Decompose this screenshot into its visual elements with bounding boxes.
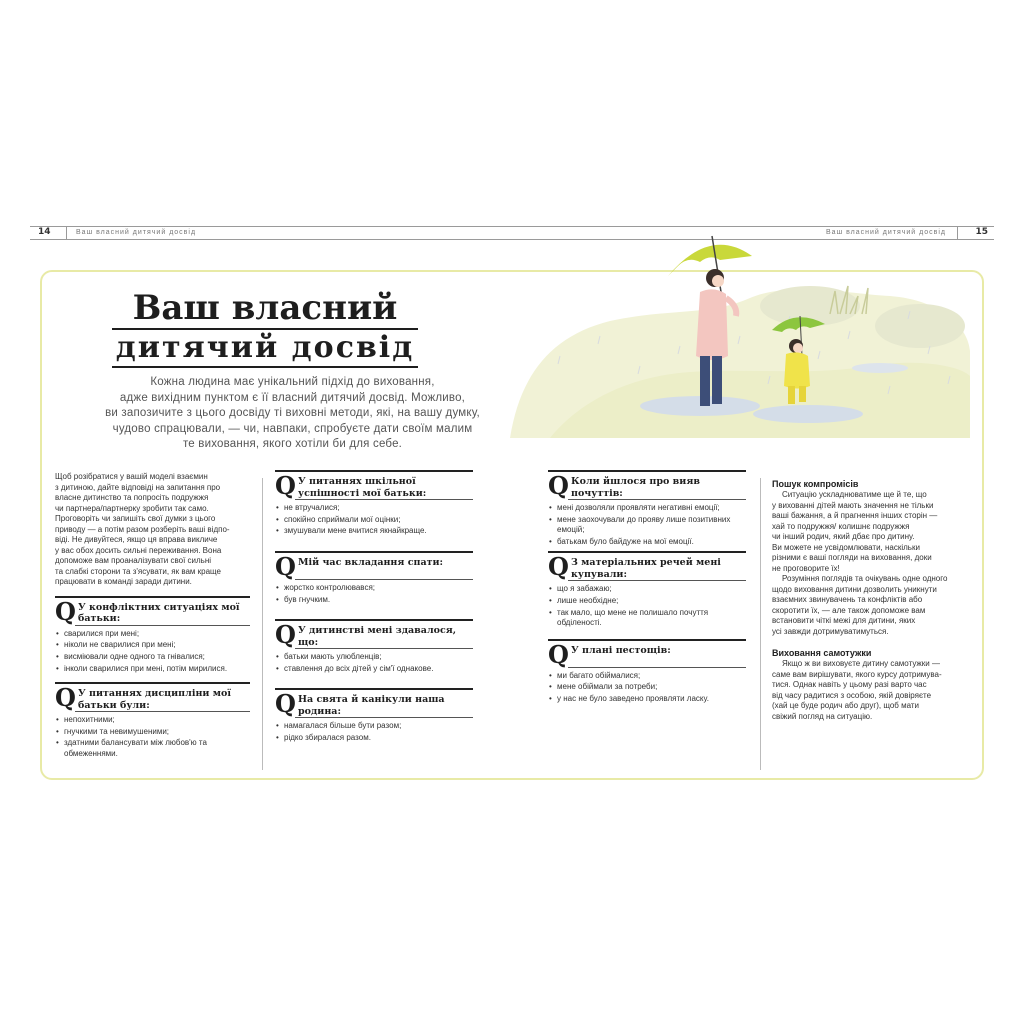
question-title: На свята й канікули наша родина: — [298, 694, 445, 717]
question-title: З матеріальних речей мені купували: — [571, 557, 721, 580]
question-rule — [568, 667, 746, 668]
question-header — [548, 639, 746, 667]
column-separator — [262, 478, 263, 770]
question-header — [275, 619, 473, 648]
mother-face — [712, 275, 724, 287]
list-item: • змушували мене вчитися якнайкраще. — [275, 526, 473, 537]
answer-list — [55, 715, 250, 759]
question-header — [55, 596, 250, 625]
question-rule — [295, 648, 473, 649]
question-title: У плані пестощів: — [571, 644, 671, 656]
question-block — [55, 682, 250, 759]
question-rule — [75, 625, 250, 626]
list-item: • лише необхідне; — [548, 596, 746, 607]
para-line: Розуміння поглядів та очікувань одне одного — [782, 574, 948, 583]
para-line: Проговоріть чи запишіть свої думки з цього — [55, 514, 216, 523]
mother-coat — [696, 289, 728, 360]
para-line: різними є ваші погляди на виховання, доки — [772, 553, 932, 562]
list-item: • інколи сварилися при мені, потім мирилися. — [55, 664, 250, 675]
q-mark: Q — [548, 471, 569, 500]
question-rule — [295, 499, 473, 500]
page-number-right: 15 — [975, 227, 988, 237]
question-rule — [568, 499, 746, 500]
list-item: • у нас не було заведено проявляти ласку. — [548, 694, 746, 705]
answer-list — [275, 652, 473, 674]
para-line: приводу — а потім разом розберіть ваші відпо- — [55, 524, 230, 534]
page-title — [100, 288, 430, 368]
question-header — [275, 470, 473, 499]
list-item: • здатними балансувати між любов'ю та обмеженнями. — [55, 738, 250, 759]
list-item: • намагалася більше бути разом; — [275, 721, 473, 732]
q-mark: Q — [275, 471, 296, 500]
question-title: У дитинстві мені здавалося, що: — [298, 625, 457, 648]
answer-list — [275, 503, 473, 537]
column-separator — [760, 478, 761, 770]
list-item: • так мало, що мене не полишало почуття обділеності. — [548, 608, 746, 629]
para-line: Якщо ж ви виховуєте дитину самотужки — — [782, 659, 940, 668]
header-title-right: Ваш власний дитячий досвід — [825, 229, 946, 236]
question-header — [275, 688, 473, 717]
list-item: • ми багато обіймалися; — [548, 671, 746, 682]
question-title: У конфліктних ситуаціях мої батьки: — [78, 601, 240, 624]
question-block — [548, 639, 746, 705]
question-block — [275, 551, 473, 605]
para-line: та слабкі сторони та з'ясувати, як вам краще — [55, 566, 221, 576]
rain-illustration — [490, 226, 980, 444]
col1-paragraph — [55, 472, 250, 588]
answer-list — [548, 584, 746, 628]
list-item: • мені дозволяли проявляти негативні емоції; — [548, 503, 746, 514]
para-line: не проговорите їх! — [772, 563, 840, 573]
question-header — [548, 551, 746, 580]
page-number-left: 14 — [38, 227, 51, 237]
para-line: працювати в команді заради дитини. — [55, 577, 192, 586]
intro-text — [100, 375, 485, 453]
para-line: встановити чіткі межі для дитини, яких — [772, 616, 916, 625]
para-line: чи партнера/партнерку зробити так само. — [55, 503, 209, 513]
question-rule — [75, 711, 250, 712]
list-item: • спокійно сприймали мої оцінки; — [275, 515, 473, 526]
para-line: саме вам вирішувати, якого курсу дотримува- — [772, 669, 942, 679]
list-item: • батькам було байдуже на мої емоції. — [548, 537, 746, 548]
question-title: Коли йшлося про вияв почуттів: — [571, 476, 700, 499]
para-line: скоротити їх, — але також допоможе вам — [772, 605, 926, 615]
q-mark: Q — [55, 683, 76, 713]
list-item: • батьки мають улюбленців; — [275, 652, 473, 663]
question-block — [548, 551, 746, 628]
list-item: • висміювали одне одного та гнівалися; — [55, 652, 250, 663]
col4-paragraph-3 — [772, 659, 972, 722]
para-line: хай то подружжя/ колишнє подружжя — [772, 521, 910, 531]
child-raincoat — [784, 352, 810, 388]
list-item: • ніколи не сварилися при мені; — [55, 640, 250, 651]
question-block — [275, 470, 473, 537]
list-item: • мене заохочували до прояву лише позитивних емоцій; — [548, 515, 746, 536]
q-mark: Q — [275, 689, 296, 719]
col4-paragraph-1 — [772, 490, 972, 574]
question-header — [55, 682, 250, 711]
para-line: взаємних звинувачень та конфліктів або — [772, 595, 923, 604]
mother-leg — [700, 356, 710, 406]
para-line: у вас обох досить сильні переживання. Вона — [55, 545, 222, 555]
question-title: Мій час вкладання спати: — [298, 556, 444, 568]
question-header — [275, 551, 473, 579]
para-line: Щоб розібратися у вашій моделі взаємин — [55, 472, 208, 481]
para-line: усі завжди дотримуватимуться. — [772, 626, 889, 636]
list-item: • ставлення до всіх дітей у сім'ї однакове. — [275, 664, 473, 675]
question-rule — [295, 579, 473, 580]
title-line-1: Ваш власний — [132, 288, 398, 328]
header-divider-left — [66, 226, 67, 240]
child-boot — [788, 386, 795, 404]
title-line-2: дитячий досвід — [112, 328, 418, 368]
para-line: допоможе вам проаналізувати свої сильні — [55, 556, 212, 565]
puddle-shape — [852, 363, 908, 373]
para-line: ваші бажання, а й прагнення інших сторін — — [772, 511, 938, 520]
para-line: у вихованні дітей мають значення не тільки — [772, 500, 934, 510]
bush-shape — [875, 304, 965, 348]
list-item: • рідко збиралася разом. — [275, 733, 473, 744]
intro-line: адже вихідним пунктом є її власний дитячий досвід. Можливо, — [119, 391, 466, 404]
column-3 — [548, 470, 746, 706]
child-face — [793, 343, 803, 353]
para-line: власне дитинство та попросіть подружжя — [55, 493, 209, 502]
subheading-compromise: Пошук компромісів — [772, 479, 859, 489]
answer-list — [55, 629, 250, 675]
q-mark: Q — [275, 620, 296, 650]
column-4 — [772, 478, 972, 722]
list-item: • жорстко контролювався; — [275, 583, 473, 594]
subheading-single-parent: Виховання самотужки — [772, 648, 872, 658]
question-rule — [295, 717, 473, 718]
para-line: віді. Не дивуйтеся, якщо ця вправа викличе — [55, 535, 218, 544]
column-1 — [55, 472, 250, 761]
question-title: У питаннях дисципліни мої батьки були: — [78, 688, 231, 711]
para-line: (хай це буде родич або друг), щоб мати — [772, 701, 920, 710]
question-rule — [568, 580, 746, 581]
question-block — [275, 619, 473, 674]
list-item: • що я забажаю; — [548, 584, 746, 595]
q-mark: Q — [275, 551, 296, 581]
para-line: щодо виховання дитини дозволить уникнути — [772, 584, 937, 594]
answer-list — [548, 671, 746, 705]
question-block — [548, 470, 746, 547]
list-item: • не втручалися; — [275, 503, 473, 514]
list-item: • сварилися при мені; — [55, 629, 250, 640]
answer-list — [275, 721, 473, 743]
intro-line: те виховання, якого хотіли би для себе. — [182, 438, 403, 450]
para-line: свіжий погляд на ситуацію. — [772, 711, 873, 721]
question-header — [548, 470, 746, 499]
question-block — [275, 688, 473, 743]
column-2 — [275, 470, 473, 745]
q-mark: Q — [548, 639, 569, 669]
col4-paragraph-2 — [772, 574, 972, 637]
list-item: • був гнучким. — [275, 595, 473, 606]
q-mark: Q — [548, 552, 569, 582]
para-line: від часу радитися з особою, якій довіряєте — [772, 690, 932, 700]
para-line: тися. Однак навіть у цьому разі варто час — [772, 680, 927, 689]
para-line: Ви можете не усвідомлювати, наскільки — [772, 542, 920, 552]
question-block — [55, 596, 250, 675]
header-title-left: Ваш власний дитячий досвід — [76, 229, 197, 236]
q-mark: Q — [55, 596, 76, 626]
list-item: • мене обіймали за потреби; — [548, 682, 746, 693]
puddle-shape — [753, 405, 863, 423]
child-boot — [799, 386, 806, 402]
question-title: У питаннях шкільної успішності мої батьки: — [298, 476, 427, 499]
mother-leg — [712, 356, 722, 404]
intro-line: Кожна людина має унікальний підхід до виховання, — [150, 376, 435, 388]
para-line: з дитиною, дайте відповіді на запитання про — [55, 482, 221, 492]
intro-line: ви запозичите з цього досвіду ті виховні методи, які, на вашу думку, — [105, 407, 480, 419]
list-item: • непохитними; — [55, 715, 250, 726]
answer-list — [275, 583, 473, 605]
para-line: чи інший родич, який дбає про дитину. — [772, 532, 915, 541]
list-item: • гнучкими та невимушеними; — [55, 727, 250, 738]
answer-list — [548, 503, 746, 547]
intro-line: чудово спрацювали, — чи, навпаки, спробуєте дати своїм малим — [112, 422, 473, 435]
para-line: Ситуацію ускладнюватиме ще й те, що — [782, 490, 927, 499]
